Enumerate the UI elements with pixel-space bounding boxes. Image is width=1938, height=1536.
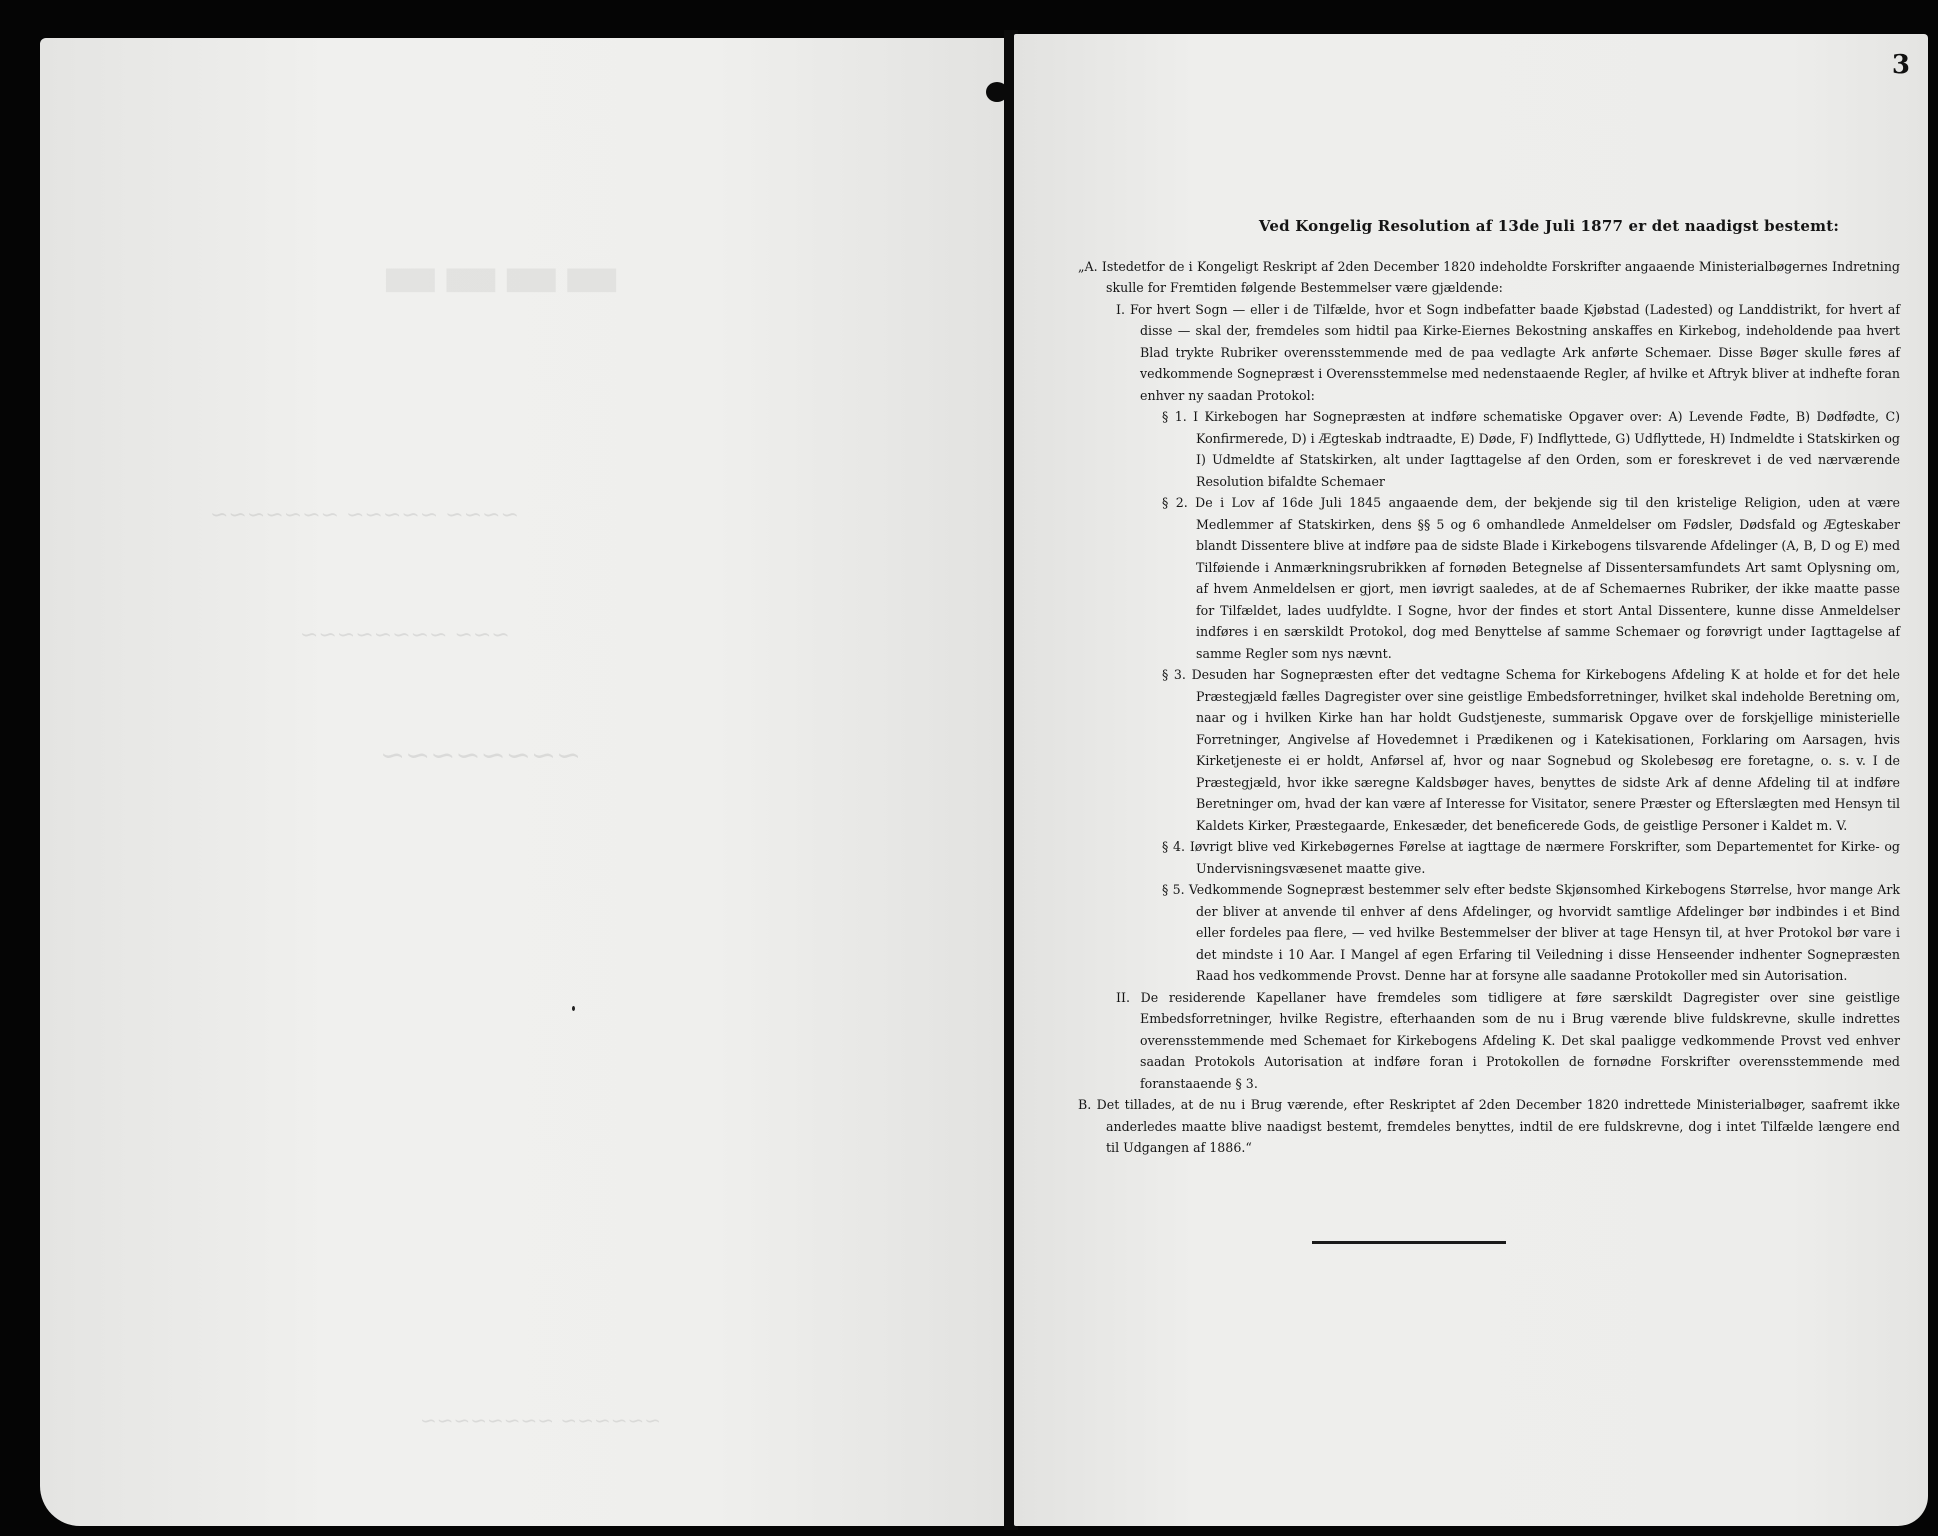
resolution-heading: Ved Kongelig Resolution af 13de Juli 1877 er det naadigst bestemt:	[1258, 217, 1840, 235]
bleed-through-text: ~~~~~~ ~~~~~~~~	[420, 1408, 661, 1432]
paragraph-s5: § 5. Vedkommende Sognepræst bestemmer selv efter bedste Skjønsomhed Kirkebogens Størrelse, hvor mange Ark der bliver at anvende til enhver af dens Afdelinger, og hvorvidt samtlige Afdelinger bør indbindes i et Bind eller fordeles paa flere, — ved hvilke Bestemmelser der bliver at tage Hensyn til, at hver Protokol bør vare i det mindste i 10 Aar. I Mangel af egen Erfaring til Veiledning i disse Henseender indhenter Sognepræsten Raad hos vedkommende Provst. Denne har at forsyne alle saadanne Protokoller med sin Autorisation.	[1162, 882, 1900, 983]
right-page	[1014, 34, 1928, 1526]
resolution-text	[1078, 216, 1900, 1159]
bleed-through-text: ~~~ ~~~~~~~~	[300, 623, 510, 648]
left-page	[40, 38, 1006, 1526]
paragraph-s4: § 4. Iøvrigt blive ved Kirkebøgernes Førelse at iagttage de nærmere Forskrifter, som Departementet for Kirke- og Undervisningsvæsenet maatte give.	[1162, 839, 1900, 876]
bleed-through-text: ~~~~ ~~~~~ ~~~~~~~	[210, 503, 519, 528]
paragraph-II: II. De residerende Kapellaner have fremdeles som tidligere at føre særskildt Dagregister over sine geistlige Embedsforretninger, hvilke Registre, efterhaanden som de nu i Brug værende blive fuldskrevne, skulle indrettes overensstemmende med Schemaet for Kirkebogens Afdeling K. Det skal paaligge vedkommende Provst ved enhver saadan Protokols Autorisation at indføre foran i Protokollen de fornødne Forskrifter overensstemmende med foranstaaende § 3.	[1116, 989, 1900, 1091]
bleed-through-text: ▬▬▬▬	[380, 238, 622, 313]
paragraph-a: „A. Istedetfor de i Kongeligt Reskript af 2den December 1820 indeholdte Forskrifter angaaende Ministerialbøgernes Indretning skulle for Fremtiden følgende Bestemmelser være gjældende:	[1078, 258, 1900, 295]
ink-speck	[572, 1006, 575, 1011]
paragraph-b: B. Det tillades, at de nu i Brug værende, efter Reskriptet af 2den December 1820 indrettede Ministerialbøger, saafremt ikke anderledes maatte blive naadigst bestemt, fremdeles benyttes, indtil de ere fuldskrevne, dog i intet Tilfælde længere end til Udgangen af 1886.“	[1078, 1097, 1900, 1155]
closing-rule	[1312, 1241, 1506, 1244]
paragraph-I: I. For hvert Sogn — eller i de Tilfælde, hvor et Sogn indbefatter baade Kjøbstad (Ladested) og Landdistrikt, for hvert af disse — skal der, fremdeles som hidtil paa Kirke-Eiernes Bekostning anskaffes en Kirkebog, indeholdende paa hvert Blad trykte Rubriker overensstemmende med de paa vedlagte Ark anførte Schemaer. Disse Bøger skulle føres af vedkommende Sognepræst i Overensstemmelse med nedenstaaende Regler, af hvilke et Aftryk bliver at indhefte foran enhver ny saadan Protokol:	[1116, 301, 1900, 403]
page-number: 3	[1891, 50, 1910, 80]
paragraph-s2: § 2. De i Lov af 16de Juli 1845 angaaende dem, der bekjende sig til den kristelige Religion, uden at være Medlemmer af Statskirken, dens §§ 5 og 6 omhandlede Anmeldelser om Fødsler, Dødsfald og Ægteskaber blandt Dissentere blive at indføre paa de sidste Blade i Kirkebogens tilsvarende Afdelinger (A, B, D og E) med Tilføiende i Anmærkningsrubrikken af fornøden Betegnelse af Dissentersamfundets Art samt Oplysning om, af hvem Anmeldelsen er gjort, men iøvrigt saaledes, at de af Schemaernes Rubriker, der ikke maatte passe for Tilfældet, lades uudfyldte. I Sogne, hvor der findes et stort Antal Dissentere, kunne disse Anmeldelser indføres i en særskildt Protokol, dog med Benyttelse af samme Schemaer og forøvrigt under Iagttagelse af samme Regler som nys nævnt.	[1162, 495, 1901, 661]
bleed-through-text: ~~~~~~~~	[380, 738, 582, 773]
paragraph-s3: § 3. Desuden har Sognepræsten efter det vedtagne Schema for Kirkebogens Afdeling K at holde et for det hele Præstegjæld fælles Dagregister over sine geistlige Embedsforretninger, hvilket skal indeholde Beretning om, naar og i hvilken Kirke han har holdt Gudstjeneste, summarisk Opgave over de forskjellige ministerielle Forretninger, Angivelse af Hovedemnet i Prædikenen og i Katekisationen, Forklaring om Aarsagen, hvis Kirketjeneste ei er holdt, Anførsel af, hvor og naar Sognebud og Skolebesøg ere foretagne, o. s. v. I de Præstegjæld, hvor ikke særegne Kaldsbøger haves, benyttes de sidste Ark af denne Afdeling til at indføre Beretninger om, hvad der kan være af Interesse for Visitator, senere Præster og Efterslægten med Hensyn til Kaldets Kirker, Præstegaarde, Enkesæder, det beneficerede Gods, de geistlige Personer i Kaldet m. V.	[1162, 667, 1900, 833]
paragraph-s1: § 1. I Kirkebogen har Sognepræsten at indføre schematiske Opgaver over: A) Levende Fødte, B) Dødfødte, C) Konfirmerede, D) i Ægteskab indtraadte, E) Døde, F) Indflyttede, G) Udflyttede, H) Indmeldte i Statskirken og I) Udmeldte af Statskirken, alt under Iagttagelse af den Orden, som er foreskrevet i de ved nærværende Resolution bifaldte Schemaer	[1162, 409, 1900, 489]
